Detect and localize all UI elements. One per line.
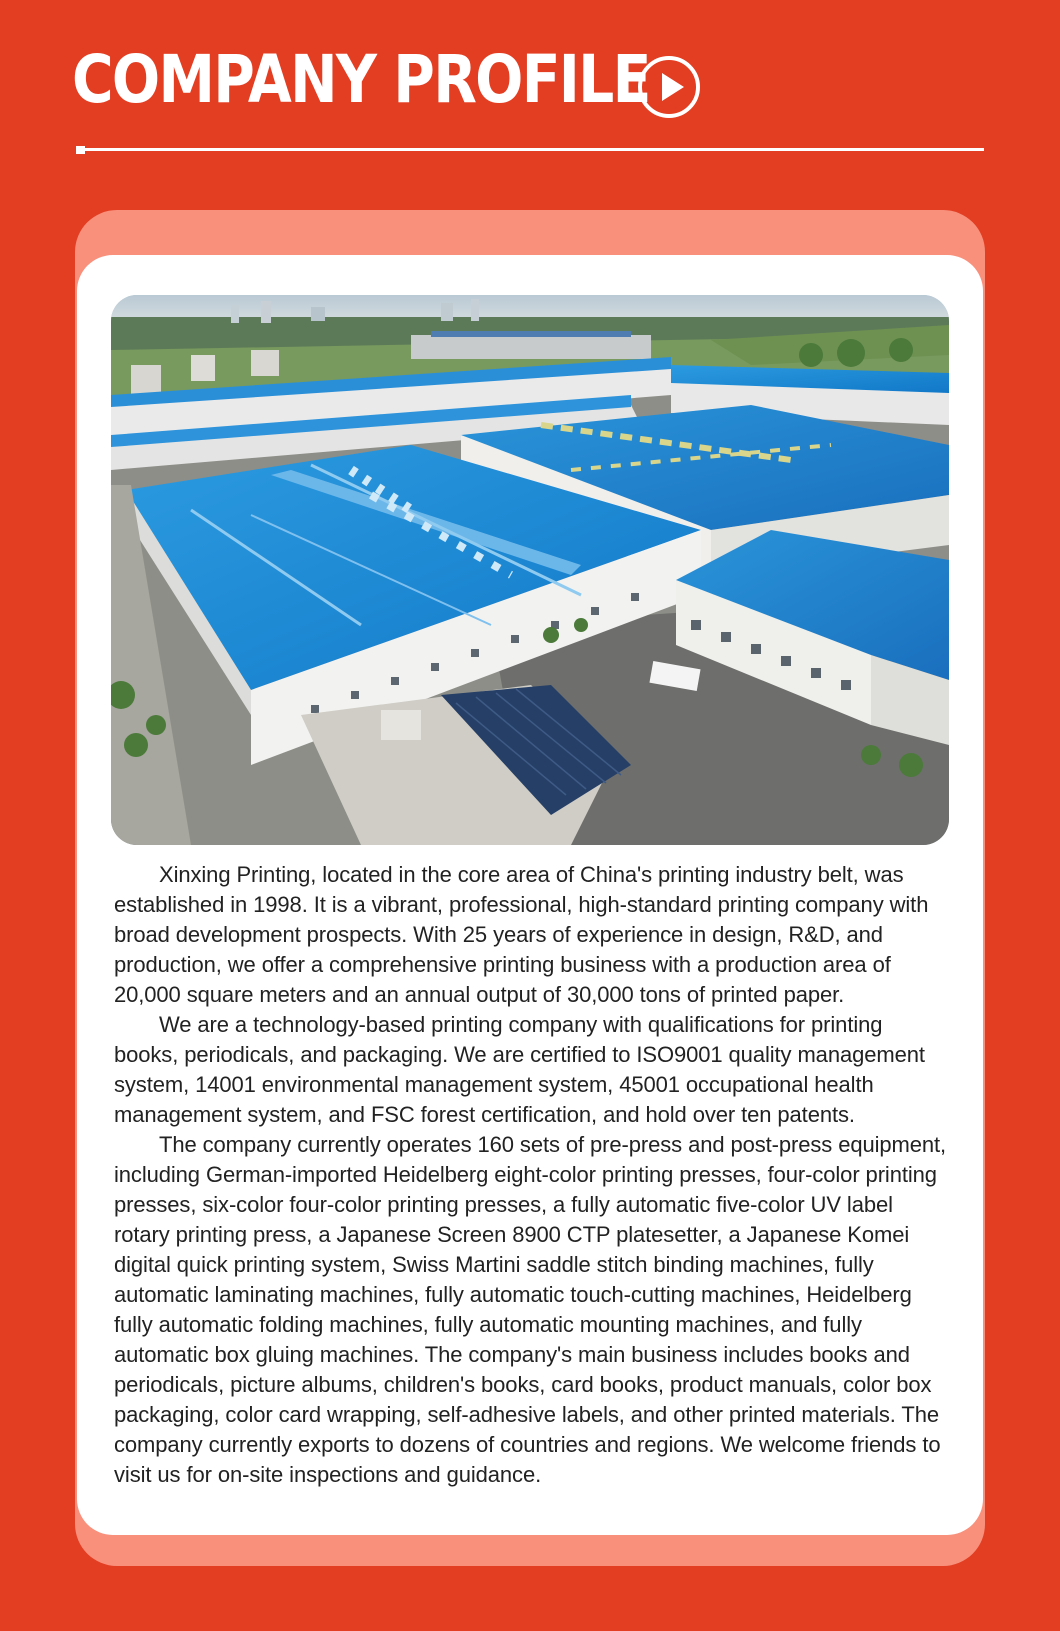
title-underline-cap <box>76 146 85 154</box>
company-description <box>114 860 952 1490</box>
page-title: COMPANY PROFILE <box>72 41 650 118</box>
title-underline <box>76 148 984 151</box>
play-circle-icon[interactable] <box>638 56 700 118</box>
paragraph-equipment: The company currently operates 160 sets of pre-press and post-press equipment, including German-imported Heidelberg eight-color printing presses, four-color printing presses, six-color four-color printing presses, a fully automatic five-color UV label rotary printing press, a Japanese Screen 8900 CTP platesetter, a Japanese Komei digital quick printing system, Swiss Martini saddle stitch binding machines, fully automatic laminating machines, fully automatic touch-cutting machines, Heidelberg fully automatic folding machines, fully automatic mounting machines, and fully automatic box gluing machines. The company's main business includes books and periodicals, picture albums, children's books, card books, product manuals, color box packaging, color card wrapping, self-adhesive labels, and other printed materials. The company currently exports to dozens of countries and regions. We welcome friends to visit us for on-site inspections and guidance. <box>114 1132 947 1487</box>
paragraph-certifications: We are a technology-based printing company with qualifications for printing books, periodicals, and packaging. We are certified to ISO9001 quality management system, 14001 environmental management system, 45001 occupational health management system, and FSC forest certification, and hold over ten patents. <box>114 1012 925 1127</box>
paragraph-history: Xinxing Printing, located in the core area of China's printing industry belt, was established in 1998. It is a vibrant, professional, high-standard printing company with broad development prospects. With 25 years of experience in design, R&D, and production, we offer a comprehensive printing business with a production area of 20,000 square meters and an annual output of 30,000 tons of printed paper. <box>114 862 929 1007</box>
factory-photo-illustration <box>111 295 949 845</box>
factory-aerial-photo <box>111 295 949 845</box>
